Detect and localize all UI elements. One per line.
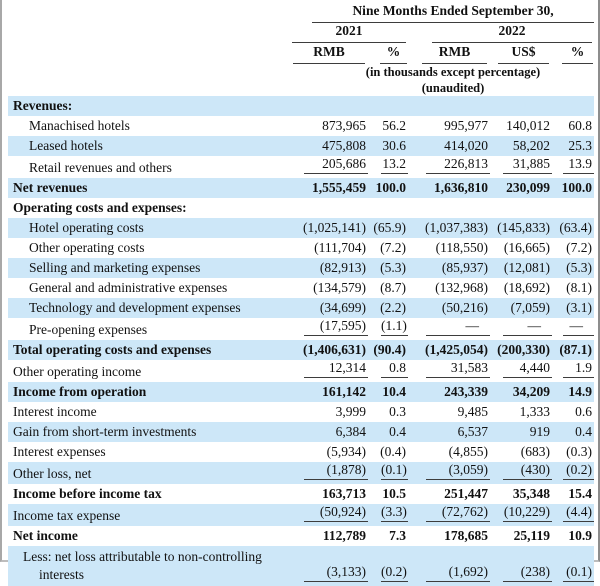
col-header-rmb-2021: RMB [293, 44, 365, 64]
value-cell: 56.2 [382, 118, 406, 133]
value-cell: (8.7) [380, 280, 406, 295]
table-row [8, 462, 594, 484]
row-label: Hotel operating costs [8, 218, 290, 238]
value-cell: 0.4 [368, 422, 408, 442]
value-cell: (85,937) [408, 258, 490, 278]
value-cell: 12,314 [290, 360, 368, 382]
value-cell: (50,924) [290, 504, 368, 526]
value-cell: (90.4) [368, 340, 408, 360]
value-cell: 10.5 [382, 486, 406, 501]
value-cell: 31,885 [490, 156, 552, 178]
value-cell: 58,202 [490, 136, 552, 156]
value-cell: — [490, 318, 552, 340]
value-cell: 251,447 [444, 486, 488, 501]
table-title: Nine Months Ended September 30, [312, 3, 594, 23]
table-row [8, 278, 594, 298]
value-cell: (0.1) [552, 546, 594, 586]
value-cell: 100.0 [552, 178, 594, 198]
value-cell: 6,537 [408, 422, 490, 442]
row-label: Income tax expense [8, 504, 290, 526]
row-label: Pre-opening expenses [29, 322, 148, 337]
value-cell: 100.0 [368, 178, 408, 198]
row-label: Total operating costs and expenses [8, 340, 290, 360]
value-cell: (0.2) [368, 546, 408, 586]
value-cell: (34,699) [290, 298, 368, 318]
row-label: Leased hotels [8, 136, 290, 156]
row-label: Net income [13, 528, 78, 543]
row-label: Other operating income [13, 364, 142, 379]
value-cell: 1,636,810 [408, 178, 490, 198]
value-cell: (87.1) [552, 340, 594, 360]
row-label: Income from operation [8, 382, 290, 402]
value-cell: 14.9 [552, 382, 594, 402]
table-row [8, 218, 594, 238]
value-cell: (65.9) [368, 218, 408, 238]
header-spacer [8, 23, 290, 43]
value-cell: (1,406,631) [290, 340, 368, 360]
value-cell: (0.3) [566, 444, 593, 459]
value-cell: (5.3) [368, 258, 408, 278]
value-cell: (8.1) [566, 280, 593, 295]
table-row [8, 360, 594, 382]
row-label: Other loss, net [8, 462, 290, 484]
header-years-row [8, 23, 594, 43]
value-cell: 25.3 [552, 136, 594, 156]
row-label: Less: net loss attributable to non-controlling interests [8, 546, 290, 586]
table-row [8, 504, 594, 526]
table-row [8, 402, 594, 422]
header-spacer [8, 43, 290, 64]
row-label: Other operating costs [29, 240, 145, 255]
row-label: Gain from short-term investments [8, 422, 290, 442]
value-cell [552, 96, 594, 116]
table-row [8, 198, 594, 218]
value-cell: 205,686 [290, 156, 368, 178]
value-cell: (12,081) [490, 258, 552, 278]
value-cell: 1.9 [552, 360, 594, 382]
value-cell: (683) [520, 444, 550, 459]
table-row [8, 156, 594, 178]
value-cell: 15.4 [568, 486, 593, 501]
value-cell: 919 [490, 422, 552, 442]
value-cell: (1,037,383) [408, 218, 490, 238]
table-header [8, 3, 594, 96]
value-cell: (200,330) [490, 340, 552, 360]
value-cell: 3,999 [335, 404, 366, 419]
value-cell [290, 198, 368, 218]
value-cell: (1,025,141) [290, 218, 368, 238]
value-cell: 10.4 [368, 382, 408, 402]
header-columns-row [8, 43, 594, 64]
value-cell: (5,934) [326, 444, 366, 459]
value-cell: (145,833) [490, 218, 552, 238]
value-cell [490, 198, 552, 218]
row-label: Operating costs and expenses: [13, 200, 187, 215]
value-cell: 6,384 [290, 422, 368, 442]
table-row [8, 136, 594, 156]
value-cell: 10.9 [568, 528, 593, 543]
value-cell: (7,059) [490, 298, 552, 318]
value-cell: 995,977 [444, 118, 488, 133]
table-row [8, 546, 594, 586]
value-cell: (63.4) [552, 218, 594, 238]
header-units-row [8, 64, 594, 80]
value-cell: 230,099 [490, 178, 552, 198]
value-cell: (10,229) [490, 504, 552, 526]
value-cell: (17,595) [290, 318, 368, 340]
value-cell: (7.2) [566, 240, 593, 255]
value-cell: 30.6 [368, 136, 408, 156]
value-cell: (1,692) [408, 546, 490, 586]
table-row [8, 116, 594, 136]
row-label: Revenues: [8, 96, 290, 116]
value-cell: 414,020 [408, 136, 490, 156]
value-cell: (3.1) [552, 298, 594, 318]
value-cell: (3,133) [290, 546, 368, 586]
value-cell: 243,339 [408, 382, 490, 402]
header-unaudited-row [8, 80, 594, 96]
value-cell: (0.4) [380, 444, 406, 459]
value-cell: 7.3 [389, 528, 406, 543]
value-cell: 60.8 [568, 118, 593, 133]
value-cell: (238) [490, 546, 552, 586]
value-cell: (72,762) [408, 504, 490, 526]
value-cell: (18,692) [503, 280, 550, 295]
value-cell: (0.1) [368, 462, 408, 484]
value-cell: (0.2) [552, 462, 594, 484]
year-2021-header: 2021 [292, 23, 406, 43]
value-cell: 0.4 [552, 422, 594, 442]
value-cell [368, 96, 408, 116]
value-cell: (2.2) [368, 298, 408, 318]
value-cell: — [408, 318, 490, 340]
value-cell: 4,440 [490, 360, 552, 382]
value-cell: (5.3) [552, 258, 594, 278]
income-statement-table [8, 3, 594, 586]
value-cell: (16,665) [503, 240, 550, 255]
row-label: Retail revenues and others [29, 160, 172, 175]
value-cell: 9,485 [457, 404, 488, 419]
row-label: General and administrative expenses [29, 280, 228, 295]
table-row [8, 258, 594, 278]
unaudited-note: (unaudited) [421, 81, 485, 95]
value-cell: 0.3 [389, 404, 406, 419]
value-cell: (82,913) [290, 258, 368, 278]
col-header-pct-2021: % [380, 44, 407, 64]
value-cell: (3.3) [368, 504, 408, 526]
value-cell: 475,808 [290, 136, 368, 156]
value-cell: 163,713 [322, 486, 366, 501]
value-cell: (4,855) [448, 444, 488, 459]
table-body [8, 96, 594, 586]
year-2022-header: 2022 [432, 23, 592, 43]
table-row [8, 382, 594, 402]
table-row [8, 298, 594, 318]
table-row [8, 484, 594, 504]
table-row [8, 318, 594, 340]
value-cell: 873,965 [322, 118, 366, 133]
row-label: Net revenues [8, 178, 290, 198]
row-label: Selling and marketing expenses [8, 258, 290, 278]
value-cell: 0.8 [368, 360, 408, 382]
value-cell: 0.6 [575, 404, 593, 419]
row-label: Income before income tax [13, 486, 162, 501]
header-title-row [8, 3, 594, 23]
table-row [8, 442, 594, 462]
value-cell: 112,789 [322, 528, 366, 543]
col-header-usd-2022: US$ [498, 44, 549, 64]
header-spacer [8, 80, 290, 96]
row-label: Interest income [13, 404, 97, 419]
row-label: Interest expenses [13, 444, 106, 459]
value-cell: 140,012 [506, 118, 550, 133]
value-cell: (134,579) [313, 280, 366, 295]
table-row [8, 422, 594, 442]
value-cell: 161,142 [290, 382, 368, 402]
value-cell: (7.2) [380, 240, 406, 255]
col-header-pct-2022: % [562, 44, 593, 64]
value-cell: 35,348 [512, 486, 550, 501]
value-cell: 13.9 [552, 156, 594, 178]
table-row [8, 526, 594, 546]
value-cell: 31,583 [408, 360, 490, 382]
value-cell [408, 96, 490, 116]
value-cell [552, 198, 594, 218]
value-cell: (1,425,054) [408, 340, 490, 360]
value-cell: (4.4) [552, 504, 594, 526]
value-cell: 1,333 [519, 404, 550, 419]
value-cell: (1.1) [368, 318, 408, 340]
value-cell: (132,968) [435, 280, 488, 295]
table-row [8, 96, 594, 116]
value-cell: — [552, 318, 594, 340]
value-cell: (50,216) [408, 298, 490, 318]
value-cell: (1,878) [290, 462, 368, 484]
header-spacer [8, 64, 290, 80]
row-label: Technology and development expenses [8, 298, 290, 318]
value-cell: (3,059) [408, 462, 490, 484]
value-cell: 13.2 [368, 156, 408, 178]
value-cell: (111,704) [314, 240, 366, 255]
value-cell: (430) [490, 462, 552, 484]
header-spacer [8, 3, 290, 23]
table-row [8, 238, 594, 258]
value-cell: 226,813 [408, 156, 490, 178]
value-cell: 34,209 [490, 382, 552, 402]
row-label: Manachised hotels [29, 118, 130, 133]
value-cell: 25,119 [513, 528, 550, 543]
value-cell [290, 96, 368, 116]
value-cell [368, 198, 408, 218]
value-cell: (118,550) [435, 240, 488, 255]
value-cell [408, 198, 490, 218]
value-cell: 178,685 [444, 528, 488, 543]
table-row [8, 178, 594, 198]
col-header-rmb-2022: RMB [422, 44, 487, 64]
table-row [8, 340, 594, 360]
value-cell [490, 96, 552, 116]
value-cell: 1,555,459 [290, 178, 368, 198]
units-note: (in thousands except percentage) [365, 65, 541, 79]
